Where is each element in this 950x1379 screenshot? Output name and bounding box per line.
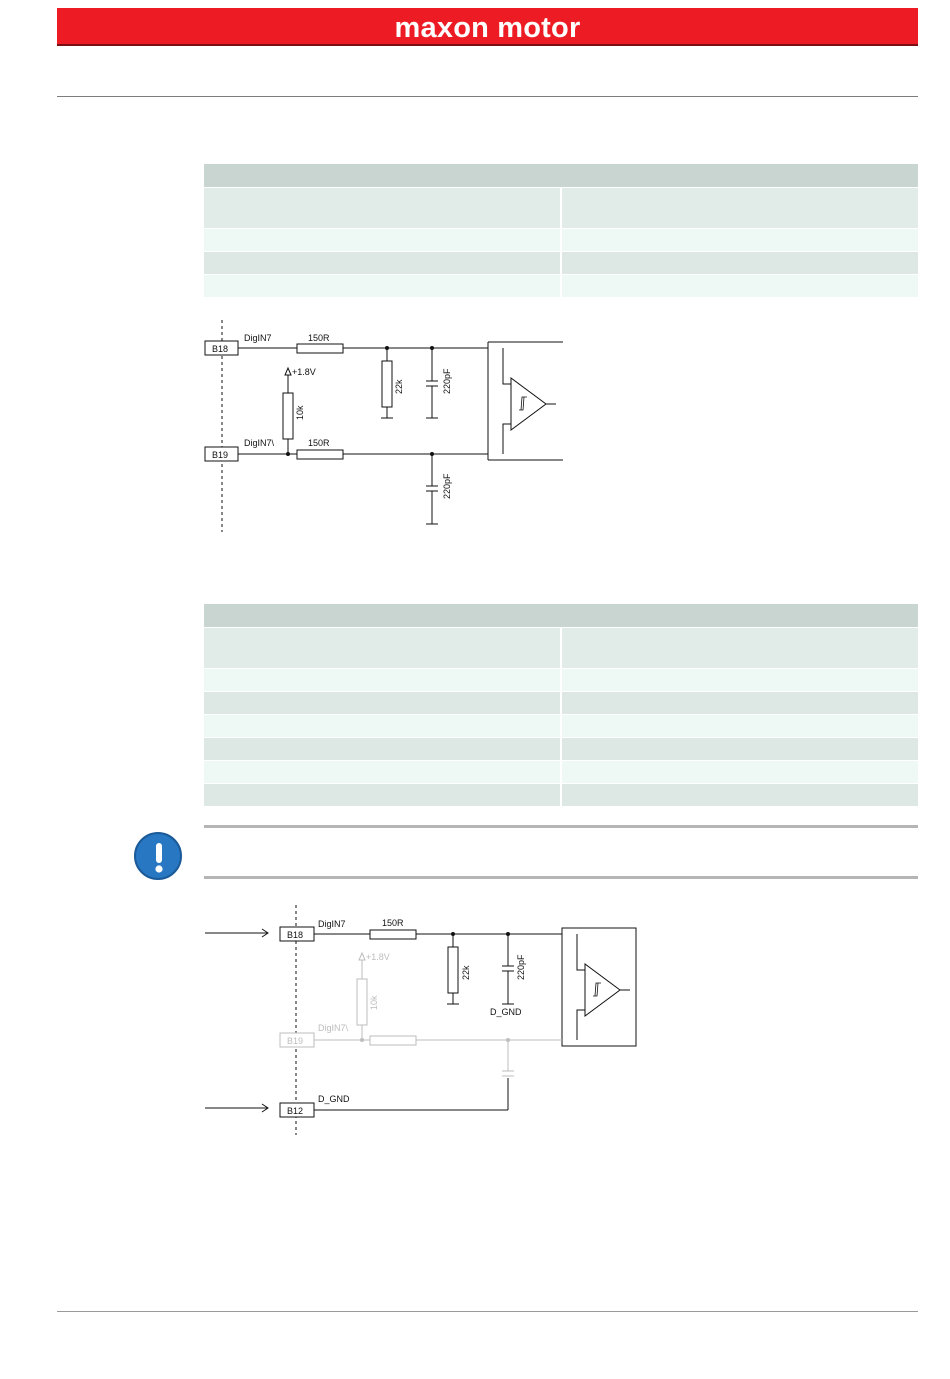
capacitor-label-top: 220pF — [442, 368, 452, 394]
footer-divider — [57, 1311, 918, 1312]
pin-label-b19: B19 — [212, 450, 229, 460]
supply-label: +1.8V — [292, 367, 316, 377]
resistor-label-top: 150R — [382, 918, 404, 928]
pullup-resistor-label: 10k — [369, 995, 379, 1010]
resistor-label-top: 150R — [308, 333, 330, 343]
pin-label-b18: B18 — [287, 930, 304, 940]
supply-label: +1.8V — [366, 952, 390, 962]
capacitor-label: 220pF — [516, 954, 526, 980]
pin-label-b19: B19 — [287, 1036, 304, 1046]
ground-label: D_GND — [490, 1007, 522, 1017]
pullup-resistor-label: 10k — [295, 405, 305, 420]
net-label-digin7: DigIN7 — [318, 919, 346, 929]
capacitor-label-bottom: 220pF — [442, 473, 452, 499]
net-label-digin7: DigIN7 — [244, 333, 272, 343]
net-label-digin7-inv: DigIN7\ — [318, 1023, 349, 1033]
pulldown-resistor-label: 22k — [394, 379, 404, 394]
pin-label-b12: B12 — [287, 1106, 304, 1116]
brand-logo: maxon motor — [394, 12, 581, 44]
pin-label-b18: B18 — [212, 344, 229, 354]
pulldown-resistor-label: 22k — [461, 965, 471, 980]
net-label-d-gnd: D_GND — [318, 1094, 350, 1104]
resistor-label-bottom: 150R — [308, 438, 330, 448]
net-label-digin7-inv: DigIN7\ — [244, 438, 275, 448]
